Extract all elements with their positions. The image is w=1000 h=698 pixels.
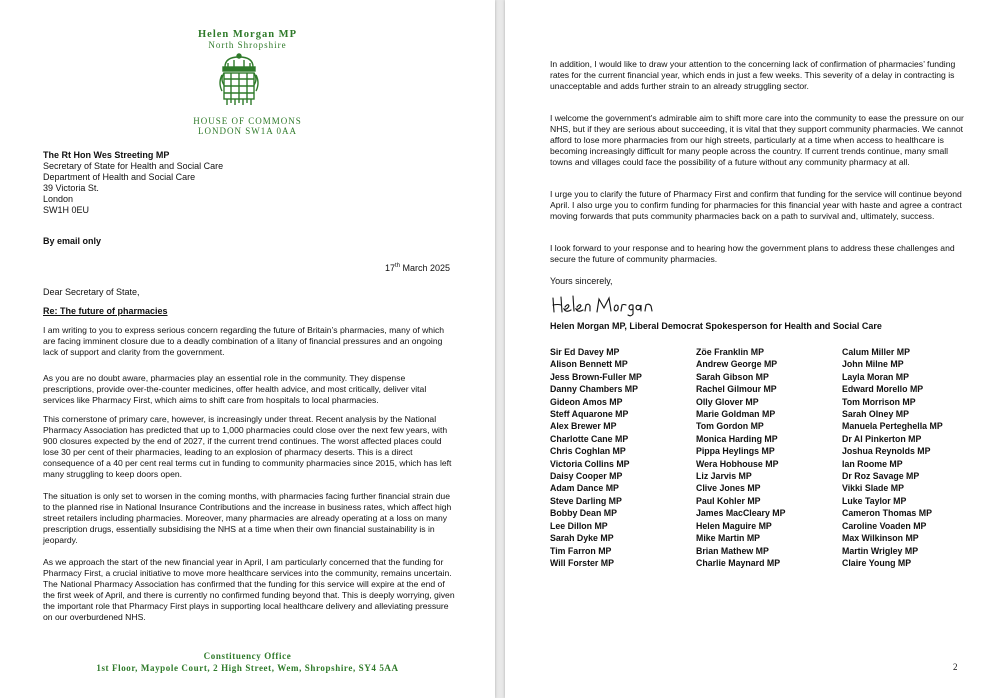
letterhead-mp-name: Helen Morgan MP [198,29,297,40]
signatory: Bobby Dean MP [550,508,617,519]
signatory: Sarah Dyke MP [550,533,614,544]
signatory: Steff Aquarone MP [550,409,629,420]
body-paragraph: I welcome the government's admirable aim to shift more care into the community to ease the pressure on our NHS, but if they are serious about succeeding, it is vital that they support community pharmacies. We cannot afford to lose more pharmacies from our high streets, particularly at a time when access to healthcare is becoming increasingly difficult for many people across the country. If current trends continue, many small towns and villages could face the possibility of a future without any community pharmacy at all. [550,113,964,167]
signatory: Dr Roz Savage MP [842,471,920,482]
signatory: Cameron Thomas MP [842,508,932,519]
date-day: 17 [385,263,396,273]
recipient-title: Secretary of State for Health and Social Care [43,161,224,171]
letter-page-2 [505,0,1000,698]
recipient-city: London [43,194,74,204]
letter-date [385,263,450,274]
body-paragraph: I am writing to you to express serious concern regarding the future of Britain’s pharmacies, many of which are facing imminent closure due to a deadly combination of a litany of financial pressures and an ongoing lack of support and clarity from the government. [43,325,445,357]
footer-address: 1st Floor, Maypole Court, 2 High Street, Wem, Shropshire, SY4 5AA [96,663,399,673]
closing: Yours sincerely, [550,276,613,286]
signatory: Monica Harding MP [696,433,778,444]
body-paragraph: As you are no doubt aware, pharmacies play an essential role in the community. They dispense prescriptions, provide over-the-counter medicines, offer health advice, and most critically, deliver vital services like Pharmacy First, which aims to shift care from hospitals to local pharmacies. [43,373,427,405]
signatory: Wera Hobhouse MP [696,458,779,469]
signatory: Liz Jarvis MP [696,471,752,482]
signatory: Olly Glover MP [696,396,759,407]
letter-page-1 [0,0,495,698]
recipient-department: Department of Health and Social Care [43,172,196,182]
signatory: Tom Morrison MP [842,396,916,407]
signatory: Vikki Slade MP [842,483,904,494]
body-paragraph: In addition, I would like to draw your attention to the concerning lack of confirmation of pharmacies’ funding rates for the current financial year, which ends in just a few weeks. This severity of a delay in contracting is unacceptable and adds further strain to an already struggling sector. [550,59,956,91]
recipient-address-block [43,150,223,216]
signatory: Claire Young MP [842,557,912,568]
letterhead-address: LONDON SW1A 0AA [198,126,297,136]
signatory: Adam Dance MP [550,483,619,494]
signatory: Helen Maguire MP [696,520,772,531]
signatory: Clive Jones MP [696,483,761,494]
signatory: Lee Dillon MP [550,520,608,531]
delivery-note: By email only [43,236,102,246]
signatory: Edward Morello MP [842,384,924,395]
signatory: Will Forster MP [550,557,614,568]
signatory: Dr Al Pinkerton MP [842,433,922,444]
body-paragraph: As we approach the start of the new financial year in April, I am particularly concerned that the funding for Pharmacy First, a crucial initiative to move more healthcare services into the community, remains uncertain. The National Pharmacy Association has confirmed that the funding for this service will expire at the end of the first week of April, and there is currently no confirmed funding beyond that. This is deeply worrying, given the important role that Pharmacy First plays in supporting local healthcare delivery and alleviating pressure on our overburdened NHS. [43,557,455,622]
signatories-column-2 [696,346,786,569]
signatory: Andrew George MP [696,359,778,370]
signatory: Jess Brown-Fuller MP [550,371,642,382]
signatories-column-3 [842,346,943,569]
signatory: Calum Miller MP [842,347,910,357]
letterhead-house: HOUSE OF COMMONS [193,116,302,126]
signatory: Max Wilkinson MP [842,533,919,544]
signatory: John Milne MP [842,359,904,370]
signatory: Tom Gordon MP [696,421,764,432]
signer-name: Helen Morgan MP, Liberal Democrat Spokesperson for Health and Social Care [550,321,882,331]
page-number: 2 [953,662,958,672]
date-suffix: th [395,263,401,269]
signatory: Steve Darling MP [550,495,622,506]
letterhead-constituency: North Shropshire [208,40,287,50]
signatory: Gideon Amos MP [550,396,623,407]
signatory: Danny Chambers MP [550,384,638,395]
signatory: Brian Mathew MP [696,545,769,556]
signatory: Sarah Olney MP [842,409,909,420]
signatory: Victoria Collins MP [550,458,630,469]
portcullis-crest-icon [218,53,260,115]
signatory: Chris Coghlan MP [550,446,626,457]
recipient-name: The Rt Hon Wes Streeting MP [43,150,170,160]
signatory: Luke Taylor MP [842,495,907,506]
recipient-street: 39 Victoria St. [43,183,99,193]
signatory: Martin Wrigley MP [842,545,919,556]
signatory: Paul Kohler MP [696,495,761,506]
body-paragraph: This cornerstone of primary care, however, is increasingly under threat. Recent analysis by the National Pharmacy Association has predicted that up to 1,000 pharmacies could close over the next few years, with 900 closures expected by the end of 2027, if the current trend continues. The worst affected places could lose 30 per cent of their pharmacies, leading to an explosion of pharmacy deserts. This is a direct consequence of a 40 per cent real terms cut in funding to community pharmacies since 2015, which has left many struggling to keep doors open. [43,414,452,479]
signatories-column-1 [550,346,642,569]
recipient-postcode: SW1H 0EU [43,205,90,215]
signatory: Mike Martin MP [696,533,761,544]
body-paragraph: The situation is only set to worsen in the coming months, with pharmacies facing further financial strain due to the planned rise in National Insurance Contributions and the increase in business rates, which affect high street retailers including pharmacies. Moreover, many pharmacies are already operating at a loss on many prescription drugs, essentially subsidising the NHS at a time when their own financial sustainability is in jeopardy. [43,491,452,545]
footer-office: Constituency Office [203,651,292,661]
body-paragraph: I look forward to your response and to hearing how the government plans to address these challenges and secure the future of community pharmacies. [550,243,955,264]
salutation: Dear Secretary of State, [43,287,140,297]
signatory: Ian Roome MP [842,458,903,469]
signatory: Alex Brewer MP [550,421,617,432]
signatory: Daisy Cooper MP [550,471,623,482]
signatory: Charlie Maynard MP [696,557,781,568]
handwritten-signature [550,292,665,318]
signatory: Marie Goldman MP [696,409,776,420]
signatory: Alison Bennett MP [550,359,628,370]
signatory: Charlotte Cane MP [550,433,629,444]
signatory: Rachel Gilmour MP [696,384,777,395]
signatory: Zöe Franklin MP [696,347,764,357]
signatory: Tim Farron MP [550,545,612,556]
subject-line: Re: The future of pharmacies [43,306,168,316]
signatory: Pippa Heylings MP [696,446,775,457]
signatory: Layla Moran MP [842,371,909,382]
signatory: Joshua Reynolds MP [842,446,931,457]
signatory: Manuela Perteghella MP [842,421,943,432]
signatory: Sarah Gibson MP [696,371,769,382]
signatory: Sir Ed Davey MP [550,347,620,357]
body-paragraph: I urge you to clarify the future of Pharmacy First and confirm that funding for the service will continue beyond April. I also urge you to confirm funding for pharmacies for this financial year with haste and agree a contract moving forwards that puts community pharmacies back on a path to survival and, ultimately, success. [550,189,962,221]
date-rest: March 2025 [400,263,451,273]
signatory: James MacCleary MP [696,508,786,519]
signatory: Caroline Voaden MP [842,520,927,531]
